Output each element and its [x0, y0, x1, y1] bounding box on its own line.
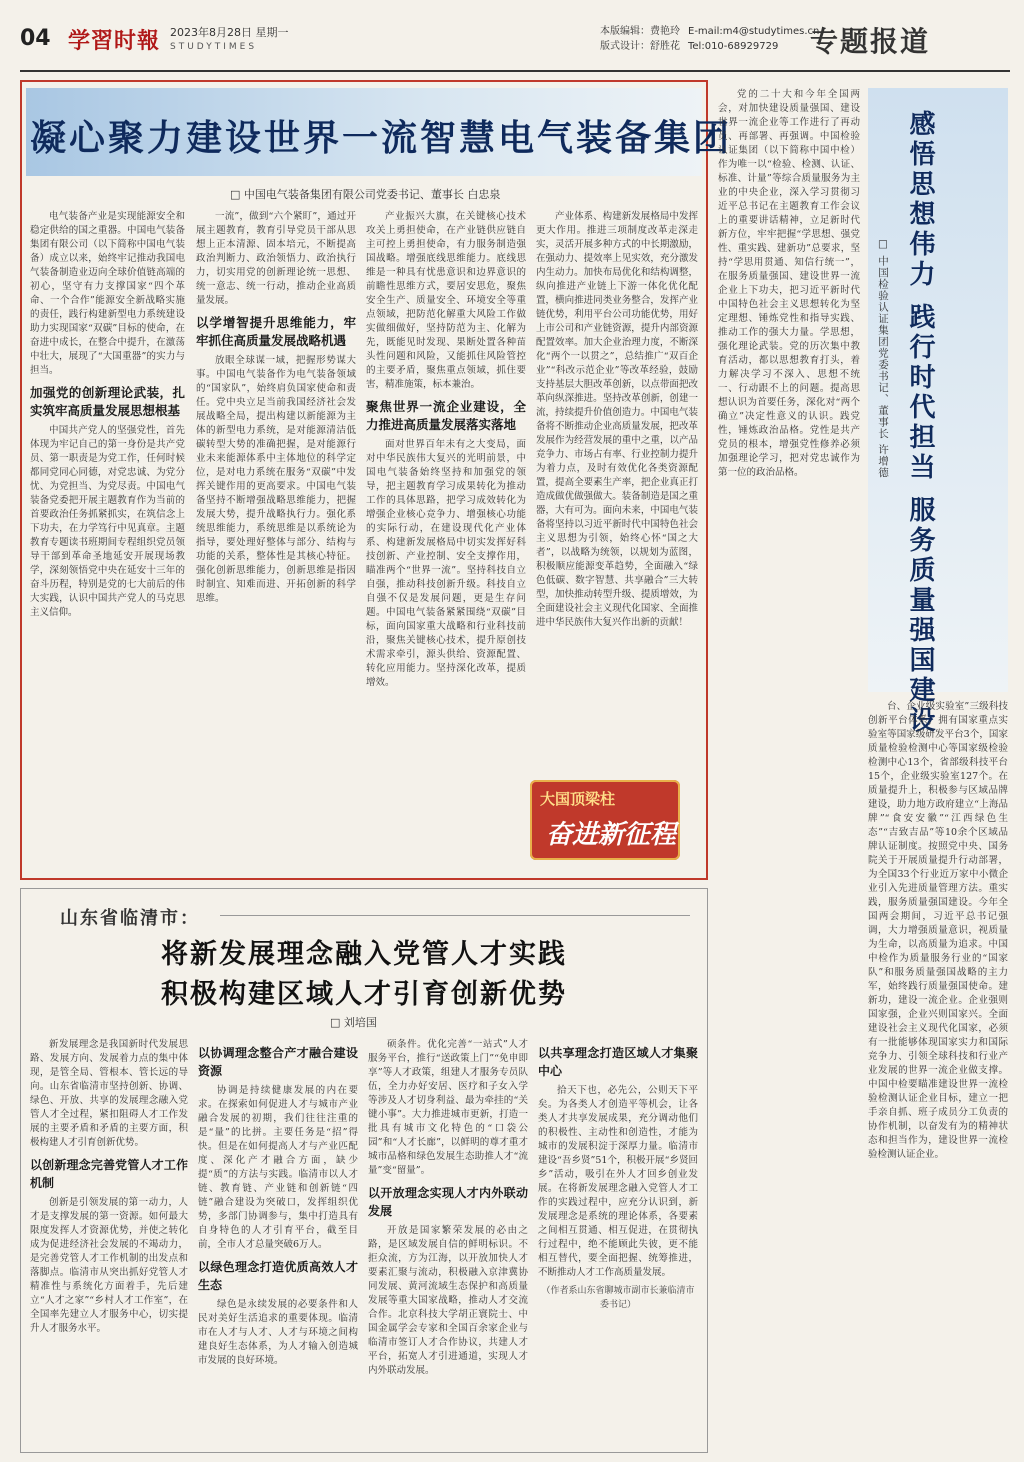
editor-credits — [600, 24, 680, 54]
article3-subhead-1: 以创新理念完善党管人才工作机制 — [30, 1158, 188, 1190]
article3-col1-body: 创新是引领发展的第一动力，人才是支撑发展的第一资源。如何最大限度发挥人才资源优势，并使之转化成为促进经济社会发展的不竭动力，是完善党管人才工作机制的出发点和落脚点。临清市从突出抓好党管人才精准性与系统化方面着手，先后建立“人才之家”“乡村人才工作室”，在全国率先建立人才服务中心，切实提升人才服务水平。 — [30, 1197, 188, 1334]
article2-col2-body: 台、企业级实验室”三级科技创新平台体系，拥有国家重点实验室等国家级研发平台3个，国家质量检验检测中心等国家级检验检测中心13个，省部级科技平台15个，企业级实验室127个。在质量提升上，积极参与区域品牌建设，助力地方政府建立“上海品牌”“食安安徽”“江西绿色生态”“吉致吉品”等10余个区域品牌认证制度。按照党中央、国务院关于开展质量提升行动部署，为全国33个行业近万家中小微企业引入先进质量管理方法。重实践，服务质量强国建设。今年全国两会期间，习近平总书记强调，大力增强质量意识，视质量为生命，以高质量为追求。中国中检作为质量服务行业的“国家队”和服务质量强国战略的主力军，始终践行质量强国使命。建新功，建设一流企业。企业强则国家强，企业兴则国家兴。全面建设社会主义现代化国家，必须有一批能够体现国家实力和国际竞争力、引领全球科技和行业产业发展的世界一流企业做支撑。中国中检要瞄准建设世界一流检验检测认证企业目标，建立一把手亲自抓、班子成员分工负责的协作机制，以奋发有为的精神状态和担当作为，建设世界一流检验检测认证企业。 — [868, 701, 1008, 1160]
masthead-divider — [20, 70, 1010, 72]
contact-info — [688, 24, 819, 54]
paper-logo-en: STUDYTIMES — [170, 42, 258, 52]
badge-line-2: 奋进新征程 — [546, 820, 677, 850]
column-badge — [530, 780, 680, 860]
article1-column-3 — [366, 210, 526, 865]
article1-col2-body: 放眼全球谋一域，把握形势谋大事。中国电气装备作为电气装备领域的“国家队”，始终肩负国家使命和责任。党中央立足当前我国经济社会发展战略全局，提出构建以新能源为主体的新型电力系统，是对能源清洁低碳转型大势的准确把握，是对能源行业未来能源体系中主体地位的科学定位，是对电力系统在服务“双碳”中发挥关键作用的更高要求。中国电气装备坚持不断增强战略思维能力，把握发展大势，提升战略执行力。强化系统思维能力，系统思维是以系统论为指导，要处理好整体与部分、结构与功能的关系，整体性是其核心特征。强化创新思维能力，创新思维是指因时制宜、知难而进、开拓创新的科学思维。 — [196, 355, 356, 604]
article3-byline: □ 刘培国 — [330, 1016, 377, 1029]
article3-title-line-1: 将新发展理念融入党管人才实践 — [161, 939, 567, 970]
article1-title: 凝心聚力建设世界一流智慧电气装备集团 — [30, 117, 733, 159]
article3-col3-intro: 硕条件。优化完善“一站式”人才服务平台，推行“送政策上门”“免申即享”等人才政策，组建人才服务专员队伍，全力办好安居、医疗和子女入学等涉及人才切身利益、最为牵挂的“关键小事”。大力推进城市更新，打造一批具有城市文化特色的“口袋公园”和“人才长廊”，以鲜明的尊才重才城市品格和绿色发展生态助推人才“流量”变“留量”。 — [368, 1039, 528, 1176]
article1-column-2 — [196, 210, 356, 865]
article1-col3-body: 面对世界百年未有之大变局，面对中华民族伟大复兴的光明前景，中国电气装备始终坚持和加强党的领导，把主题教育学习成果转化为推动工作的具体思路，把学习成效转化为增强企业核心竞争力、增强核心功能的实际行动，在建设现代化产业体系、构建新发展格局中切实发挥好科技创新、产业控制、安全支撑作用，瞄准两个“世界一流”。坚持科技自立自强，推动科技创新升级。科技自立自强不仅是发展问题，更是生存问题。中国电气装备紧紧围绕“双碳”目标，面向国家重大战略和行业科技前沿，聚焦关键核心技术，提升原创技术需求牵引，源头供给、资源配置、转化应用能力。坚持深化改革，提质增效。 — [366, 439, 526, 688]
article1-col4-body: 产业体系、构建新发展格局中发挥更大作用。推进三项制度改革走深走实，灵活开展多种方式的中长期激励，在强动力、提效率上见实效，充分激发内生动力。加快布局优化和结构调整，纵向推进产业链上下游一体化优化配置，横向推进同类业务整合，发挥产业链优势，利用平台公司功能优势，用好上市公司和产业链资源，提升内部资源配置效率。加大企业治理力度，不断深化“两个一以贯之”，总结推广“双百企业”“科改示范企业”等改革经验，鼓励支持基层大胆改革创新，以点带面把改革向纵深推进。坚持改革创新，创建一流，持续提升价值创造力。中国电气装备将不断推动企业高质量发展，把改革发展作为经营发展的重中之重，以产品竞争力、市场占有率、行业控制力提升为着力点，及时有效优化各类资源配置，提高全要素生产率，把企业真正打造成做优做强做大。装备制造是国之重器，大有可为。面向未来，中国电气装备将坚持以习近平新时代中国特色社会主义思想为引领，始终心怀“国之大者”，以战略为统领，以规划为蓝图，积极顺应能源变革趋势，全面融入“绿色低碳、数字智慧、共享融合”三大转型，加快推动转型升级、提质增效，为全面建设社会主义现代化国家、全面推进中华民族伟大复兴作出新的贡献！ — [536, 211, 698, 628]
article3-column-2 — [198, 1038, 358, 1443]
badge-line-1: 大国顶梁柱 — [540, 790, 616, 808]
article3-kicker: 山东省临清市： — [60, 908, 200, 929]
issue-date: 2023年8月28日 星期一 — [170, 26, 289, 39]
article1-subhead-1: 加强党的创新理论武装，扎实筑牢高质量发展思想根基 — [30, 385, 185, 418]
article3-column-4 — [538, 1038, 698, 1443]
article3-col2-body: 协调是持续健康发展的内在要求。在探索如何促进人才与城市产业融合发展的初期，我们往往注重的是“量”的比拼。主要任务是“招”得快。但是在如何提高人才与产业匹配度、深化产才融合方面，缺少提“质”的方法与实践。临清市以人才链、教育链、产业链和创新链“四链”融合建设为突破口，发挥组织优势，多部门协调参与，集中打造具有自身特色的人才引育平台，截至目前，全市人才总量突破6万人。 — [198, 1085, 358, 1250]
editor-line: 本版编辑：费艳玲 — [600, 26, 680, 37]
paper-logo: 学習时報 — [68, 28, 161, 54]
article2-title: 感悟思想伟力 践行时代担当 服务质量强国建设 — [905, 110, 935, 737]
article3-subhead-3: 以绿色理念打造优质高效人才生态 — [198, 1260, 358, 1292]
article3-title-line-2: 积极构建区域人才引育创新优势 — [161, 979, 567, 1010]
page-number: 04 — [20, 26, 51, 51]
email: E-mail:m4@studytimes.cn — [688, 26, 820, 37]
section-title: 专题报道 — [810, 25, 931, 58]
designer-line: 版式设计：舒胜花 — [600, 41, 680, 52]
article1-col1-body: 中国共产党人的坚强党性，首先体现为牢记自己的第一身份是共产党员、第一职责是为党工作，任何时候都同党同心同德，对党忠诚、为党分忧、为党担当、为党尽责。中国电气装备党委把开展主题教育作为当前的首要政治任务抓紧抓实，在筑信念上下功夫，在力学笃行中见真章。主题教育专题读书班期间专程组织党员领导干部到革命圣地延安开展现场教学，深刻领悟党中央在延安十三年的奋斗历程，特别是党的七大前后的伟大实践，认识中国共产党人的马克思主义信仰。 — [30, 425, 185, 618]
article2-byline: □ 中国检验认证集团党委书记、董事长 许增德 — [877, 238, 889, 479]
article3-column-3 — [368, 1038, 528, 1443]
article2-col1-body: 党的二十大和今年全国两会，对加快建设质量强国、建设世界一流企业等工作进行了再动员、再部署、再强调。中国检验认证集团（以下简称中国中检）作为唯一以“检验、检测、认证、标准、计量”等综合质量服务为主业的中央企业，深入学习贯彻习近平总书记在主题教育工作会议上的重要讲话精神，立足新时代新方位，牢牢把握“学思想、强党性、重实践、建新功”总要求，坚持“学思用贯通、知信行统一”，在服务质量强国、建设世界一流企业上下功夫，把习近平新时代中国特色社会主义思想转化为坚定理想、锤炼党性和指导实践、推动工作的强大力量。学思想，强化理论武装。党的历次集中教育活动，都以思想教育打头，着力解决学习不深入、思想不统一、行动跟不上的问题。提高思想认识为首要任务，深化对“两个确立”决定性意义的认识。践党性，锤炼政治品格。党性是共产党员的根本，增强党性修养必须加强理论学习，把对党忠诚作为第一位的政治品格。 — [718, 89, 860, 478]
article1-byline: □ 中国电气装备集团有限公司党委书记、董事长 白忠泉 — [230, 188, 501, 201]
article3-subhead-5: 以共享理念打造区域人才集聚中心 — [538, 1046, 698, 1078]
article3-col4-body: 拾天下也，必先公，公则天下平矣。为各类人才创造平等机会，让各类人才共享发展成果，充分调动他们的积极性、主动性和创造性，才能为城市的发展积淀于深厚力量。临清市建设“吾乡贤”51个，积极开展“乡贤回乡”活动，吸引在外人才回乡创业发展。在将新发展理念融入党管人才工作的实践过程中，应充分认识到，新发展理念是系统的理论体系，各要素之间相互贯通、相互促进，在贯彻执行过程中，绝不能顾此失彼，更不能相互替代，要全面把握、统筹推进，不断推动人才工作高质量发展。 — [538, 1085, 698, 1278]
article2-column-2 — [868, 700, 1008, 1453]
article3-col3-body: 开放是国家繁荣发展的必由之路，是区域发展自信的鲜明标识。不拒众流，方为江海，以开放加快人才要素汇聚与流动，积极融入京津冀协同发展、黄河流域生态保护和高质量发展等重大国家战略，推动人才交流合作。北京科技大学胡正寰院士、中国金属学会专家和全国百余家企业与临清市签订人才合作协议，共建人才平台，拓宽人才引进通道，实现人才内外联动发展。 — [368, 1225, 528, 1376]
masthead — [20, 18, 1010, 70]
article3-col2-tail: 绿色是永续发展的必要条件和人民对美好生活追求的重要体现。临清市在人才与人才、人才与环境之间构建良好生态体系，为人才输入创造城市发展的良好环境。 — [198, 1299, 358, 1366]
telephone: Tel:010-68929729 — [688, 41, 779, 52]
article3-column-1 — [30, 1038, 188, 1443]
article3-intro: 新发展理念是我国新时代发展思路、发展方向、发展着力点的集中体现，是管全局、管根本、管长远的导向。山东省临清市坚持创新、协调、绿色、开放、共享的发展理念融入党管人才全过程，紧扣阻碍人才工作发展的主要矛盾和矛盾的主要方面，积极构建人才引育创新优势。 — [30, 1039, 188, 1148]
article1-column-4 — [536, 210, 698, 770]
author-note: （作者系山东省聊城市副市长兼临清市委书记） — [541, 1286, 695, 1310]
article3-subhead-2: 以协调理念整合产才融合建设资源 — [198, 1046, 358, 1078]
article1-subhead-2: 以学增智提升思维能力，牢牢抓住高质量发展战略机遇 — [196, 315, 356, 348]
kicker-rule — [220, 915, 690, 916]
article1-intro: 电气装备产业是实现能源安全和稳定供给的国之重器。中国电气装备集团有限公司（以下简称中国电气装备）成立以来，始终牢记推动我国电气装备制造业迈向全球价值链高端的初心，坚守有力支撑国家“四个革命、一个合作”能源安全新战略实施的责任，践行构建新型电力系统建设助力实现国家“双碳”目标的使命，在奋进中成长，在整合中提升，在激荡中壮大，展现了“大国重器”的实力与担当。 — [30, 211, 185, 376]
article3-subhead-4: 以开放理念实现人才内外联动发展 — [368, 1186, 528, 1218]
article1-col3-intro: 产业振兴大旗，在关键核心技术攻关上勇担使命，在产业链供应链自主可控上勇担使命，有力服务制造强国战略。增强底线思维能力。底线思维是一种具有忧患意识和边界意识的前瞻性思维方式，要居安思危，聚焦安全生产、质量安全、环境安全等重点领域，把防范化解重大风险工作做实做细做好，坚持防范为主、化解为先，既能见时发现、果断处置各种苗头性问题和风险，又能抓住风险管控的主要矛盾，聚焦重点领域，抓住要害，精准施策，标本兼治。 — [366, 211, 526, 390]
article2-column-1 — [718, 88, 860, 1453]
article1-column-1 — [30, 210, 185, 865]
article1-subhead-3: 聚焦世界一流企业建设，全力推进高质量发展落实落地 — [366, 399, 526, 432]
article1-col2-intro: 一流”，做到“六个紧盯”，通过开展主题教育，教育引导党员干部从思想上正本清源、固本培元，不断提高政治判断力、政治领悟力、政治执行力，切实用党的创新理论统一思想、统一意志、统一行动，推动企业高质量发展。 — [196, 211, 356, 306]
